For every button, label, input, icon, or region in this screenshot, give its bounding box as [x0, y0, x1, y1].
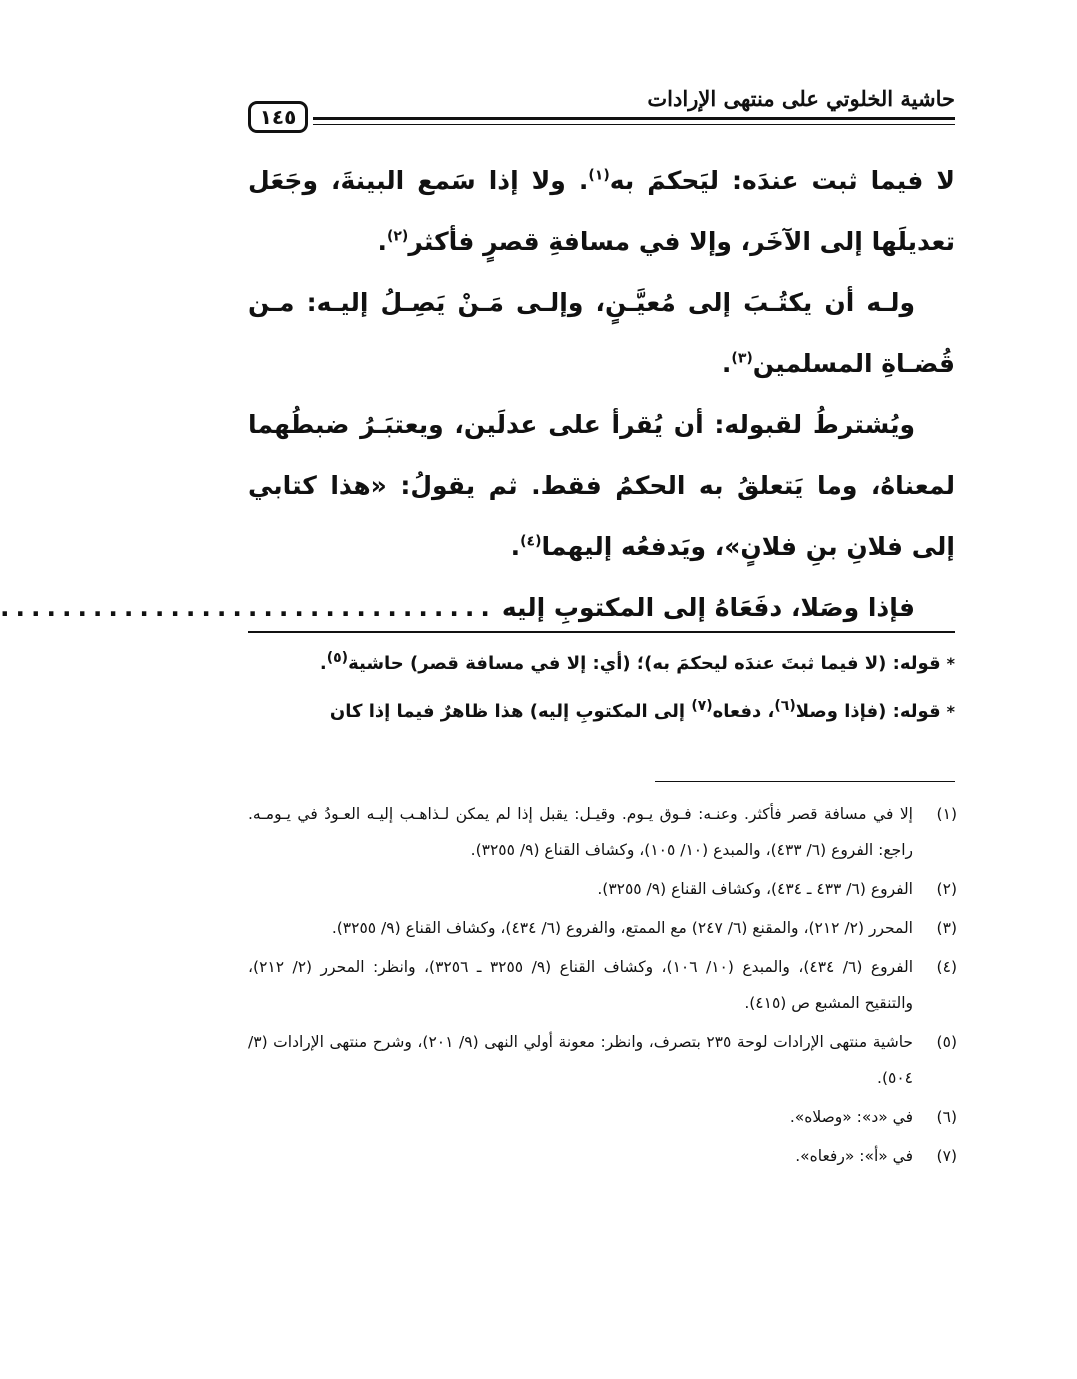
- commentary-text: قوله: (لا فيما ثبتَ عندَه ليحكمَ به)؛ (أي: إلا في مسافة قصر) حاشية: [348, 653, 941, 674]
- footnote-ref[interactable]: (١): [588, 167, 610, 184]
- footnote: [248, 949, 957, 1021]
- main-paragraph: [248, 150, 955, 272]
- paragraph-text: ولـه أن يكتُـبَ إلى مُعيَّـنٍ، وإلـى مَـنْ يَصِـلُ إليـه: مـن قُضـاةِ المسلمين: [248, 288, 955, 378]
- commentary: [248, 640, 955, 736]
- main-paragraph: [248, 272, 955, 394]
- main-text-rule: [248, 631, 955, 633]
- main-paragraph: [248, 394, 955, 577]
- continuation-dots: ................................: [0, 593, 496, 622]
- footnote-ref[interactable]: (٥): [326, 650, 349, 666]
- footnote-text: الفروع (٦/ ٤٣٣ ـ ٤٣٤)، وكشاف القناع (٩/ ٣٢٥٥).: [597, 880, 913, 898]
- footnote-number: (١): [936, 805, 957, 823]
- main-text: [0, 150, 955, 638]
- paragraph-text: ويُشترطُ لقبوله: أن يُقرأ على عدلَين، ويعتبَـرُ ضبطُهما لمعناهُ، وما يَتعلقُ به الحكمُ فقط. ثم يقولُ: «هذا كتابي إلى فلانِ بنِ فلانٍ»، ويَدفعُه إليهما: [248, 410, 955, 561]
- footnote: [248, 910, 957, 946]
- footnote-number: (٢): [936, 880, 957, 898]
- footnote-ref[interactable]: (٦): [774, 698, 796, 714]
- paragraph-text: .: [721, 349, 732, 378]
- footnote: [248, 796, 957, 868]
- footnote-text: إلا في مسافة قصر فأكثر. وعنـه: فـوق يـوم. وقيـل: يقبل إذا لم يمكن لـذاهـب إليـه العـودُ في يـومـه. راجع: الفروع (٦/ ٤٣٣)، والمبدع (١٠/ ١٠٥)، وكشاف القناع (٩/ ٣٢٥٥).: [248, 805, 913, 859]
- footnote-text: الفروع (٦/ ٤٣٤)، والمبدع (١٠/ ١٠٦)، وكشاف القناع (٩/ ٣٢٥٥ ـ ٣٢٥٦)، وانظر: المحرر (٢/ ٢١٢)، والتنقيح المشبع ص (٤١٥).: [248, 958, 914, 1012]
- footnote-text: حاشية منتهى الإرادات لوحة ٢٣٥ بتصرف، وانظر: معونة أولي النهى (٩/ ٢٠١)، وشرح منتهى الإرادات (٣/ ٥٠٤).: [248, 1033, 914, 1087]
- paragraph-text: .: [510, 532, 521, 561]
- paragraph-text: . ولا إذا سَمع البينةَ، وجَعَل تعديلَها إلى الآخَر، وإلا في مسافةِ قصرٍ فأكثر: [248, 166, 955, 256]
- commentary-text: قوله: (فإذا وصلا: [795, 701, 941, 722]
- footnote-text: في «أ»: «رفعاه».: [795, 1147, 913, 1165]
- paragraph-text: فإذا وصَلا، دفَعَاهُ إلى المكتوبِ إليه: [501, 593, 915, 622]
- footnote-rule: [655, 781, 955, 782]
- page-number: ١٤٥: [248, 101, 308, 133]
- footnote: [248, 871, 957, 907]
- footnote-number: (٤): [936, 958, 957, 976]
- header-rule: [313, 117, 955, 125]
- footnote: [248, 1024, 957, 1096]
- footnote-text: في «د»: «وصلاه».: [789, 1108, 913, 1126]
- footnote-number: (٣): [936, 919, 957, 937]
- footnote-text: المحرر (٢/ ٢١٢)، والمقنع (٦/ ٢٤٧) مع الممتع، والفروع (٦/ ٤٣٤)، وكشاف القناع (٩/ ٣٢٥٥).: [331, 919, 913, 937]
- commentary-text: إلى المكتوبِ إليه) هذا ظاهرٌ فيما إذا كان: [329, 701, 692, 722]
- commentary-item: [248, 640, 955, 688]
- footnotes: [248, 796, 957, 1177]
- footnote-ref[interactable]: (٢): [386, 228, 409, 245]
- running-title: حاشية الخلوتي على منتهى الإرادات: [647, 86, 955, 111]
- main-paragraph: [0, 577, 955, 638]
- footnote-number: (٥): [936, 1033, 957, 1051]
- footnote-ref[interactable]: (٧): [691, 698, 713, 714]
- commentary-text: .: [319, 653, 327, 674]
- footnote: [248, 1099, 957, 1135]
- footnote-number: (٧): [936, 1147, 957, 1165]
- commentary-text: ، دفعاه: [712, 701, 775, 722]
- paragraph-text: لا فيما ثبت عندَه: ليَحكمَ به: [609, 166, 955, 195]
- footnote-ref[interactable]: (٣): [731, 350, 753, 367]
- footnote-ref[interactable]: (٤): [520, 533, 542, 550]
- footnote-number: (٦): [936, 1108, 957, 1126]
- commentary-item: [248, 688, 955, 736]
- footnote: [248, 1138, 957, 1174]
- star-icon: *: [946, 702, 955, 721]
- star-icon: *: [946, 654, 955, 673]
- paragraph-text: .: [377, 227, 387, 256]
